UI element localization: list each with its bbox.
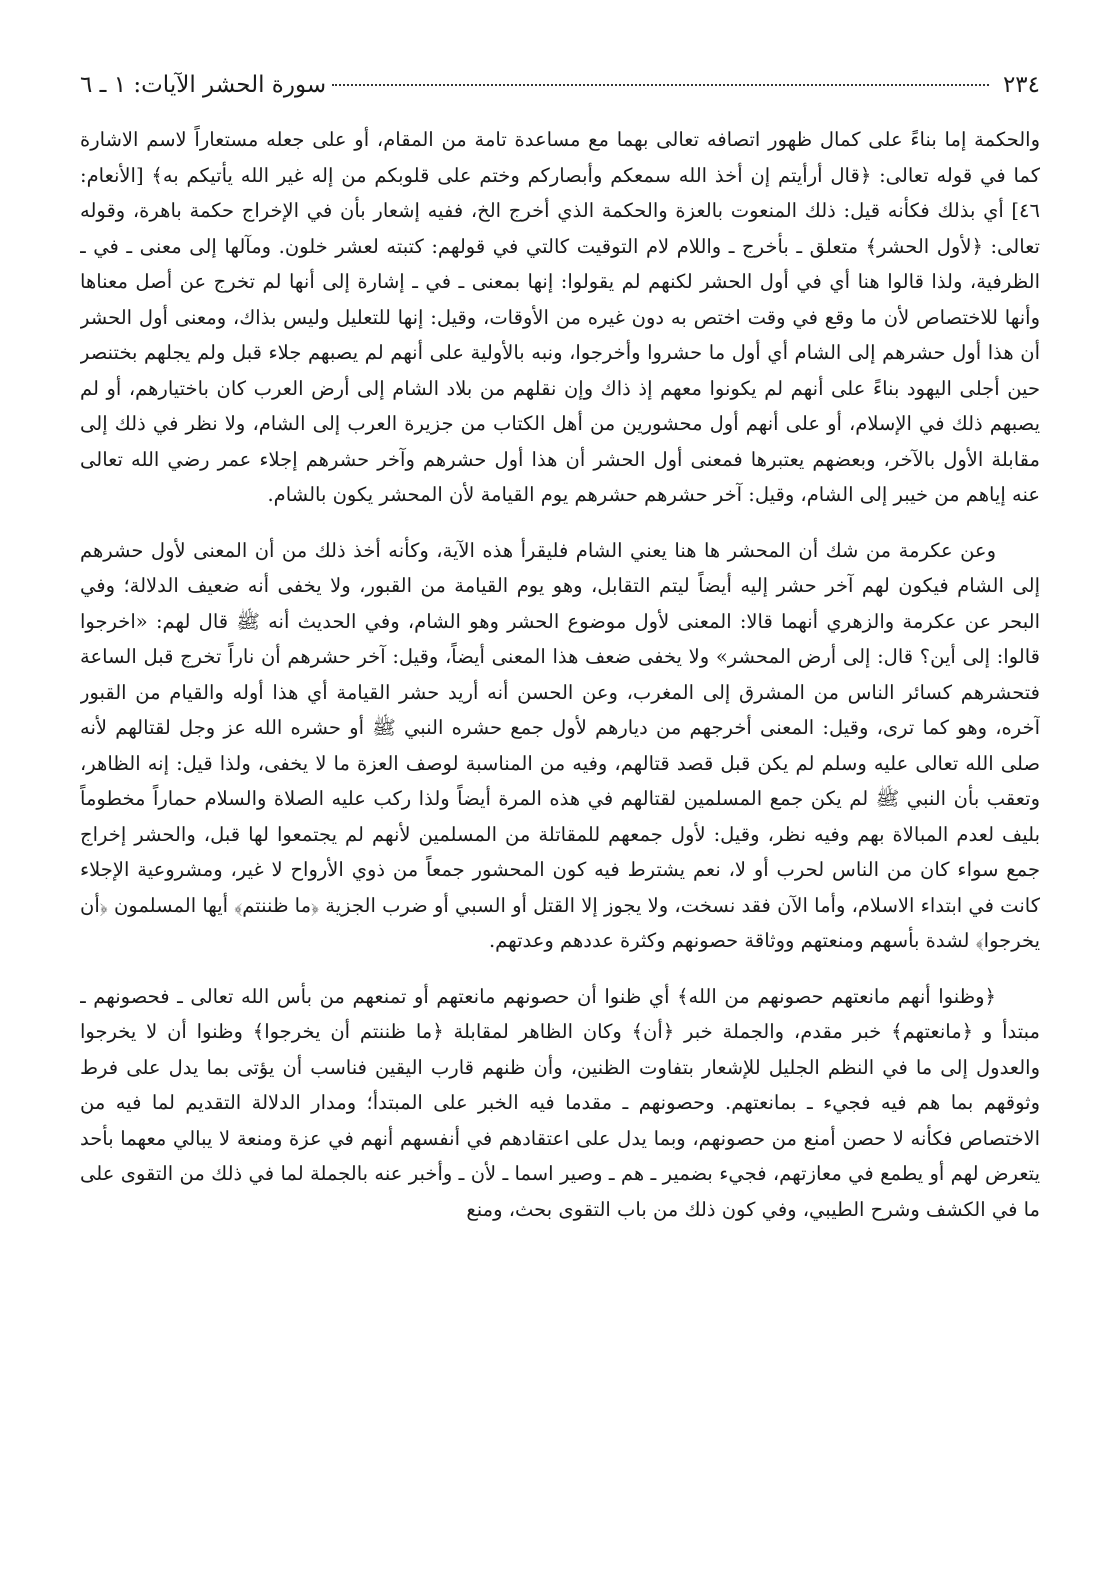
- header-dot-leader: [332, 84, 989, 86]
- body-text: [80, 122, 1040, 1227]
- running-header: [80, 72, 1040, 110]
- page: [80, 72, 1040, 1552]
- paragraph: والحكمة إما بناءً على كمال ظهور اتصافه تعالى بهما مع مساعدة تامة من المقام، أو على جعله مستعاراً لاسم الاشارة كما في قوله تعالى: ﴿قال أرأيتم إن أخذ الله سمعكم وأبصاركم وختم على قلوبكم من إله غير الله يأتيكم به﴾ [الأنعام: ٤٦] أي بذلك فكأنه قيل: ذلك المنعوت بالعزة والحكمة الذي أخرج الخ، ففيه إشعار بأن في الإخراج حكمة باهرة، وقوله تعالى: ﴿لأول الحشر﴾ متعلق ـ بأخرج ـ واللام لام التوقيت كالتي في قولهم: كتبته لعشر خلون. ومآلها إلى معنى ـ في ـ الظرفية، ولذا قالوا هنا أي في أول الحشر لكنهم لم يقولوا: إنها بمعنى ـ في ـ إشارة إلى أنها لم تخرج عن أصل معناها وأنها للاختصاص لأن ما وقع في وقت اختص به دون غيره من الأوقات، وقيل: إنها للتعليل وليس بذاك، ومعنى أول الحشر أن هذا أول حشرهم إلى الشام أي أول ما حشروا وأخرجوا، ونبه بالأولية على أنهم لم يصبهم جلاء قبل ولم يجلهم بختنصر حين أجلى اليهود بناءً على أنهم لم يكونوا معهم إذ ذاك وإن نقلهم من بلاد الشام إلى أرض العرب كان باختيارهم، أو لم يصبهم ذلك في الإسلام، أو على أنهم أول محشورين من أهل الكتاب من جزيرة العرب إلى الشام، ولا نظر في ذلك إلى مقابلة الأول بالآخر، وبعضهم يعتبرها فمعنى أول الحشر أن هذا أول حشرهم وآخر حشرهم إجلاء عمر رضي الله تعالى عنه إياهم من خيبر إلى الشام، وقيل: آخر حشرهم حشرهم يوم القيامة لأن المحشر يكون بالشام.: [80, 128, 1040, 506]
- page-number: ٢٣٤: [1002, 72, 1040, 98]
- paragraph: ﴿وظنوا أنهم مانعتهم حصونهم من الله﴾ أي ظنوا أن حصونهم مانعتهم أو تمنعهم من بأس الله تعالى ـ فحصونهم ـ مبتدأ و ﴿مانعتهم﴾ خبر مقدم، والجملة خبر ﴿أن﴾ وكان الظاهر لمقابلة ﴿ما ظننتم أن يخرجوا﴾ وظنوا أن لا يخرجوا والعدول إلى ما في النظم الجليل للإشعار بتفاوت الظنين، وأن ظنهم قارب اليقين فناسب أن يؤتى بما يدل على فرط وثوقهم بما هم فيه فجيء ـ بمانعتهم. وحصونهم ـ مقدما فيه الخبر على المبتدأ؛ ومدار الدلالة التقديم لما فيه من الاختصاص فكأنه لا حصن أمنع من حصونهم، وبما يدل على اعتقادهم في أنفسهم أنهم في عزة ومنعة لا يبالي معهما بأحد يتعرض لهم أو يطمع في معازتهم، فجيء بضمير ـ هم ـ وصير اسما ـ لأن ـ وأخبر عنه بالجملة لما في ذلك من التقوى على ما في الكشف وشرح الطيبي، وفي كون ذلك من باب التقوى بحث، ومنع: [80, 984, 1040, 1221]
- header-title: سورة الحشر الآيات: ١ ـ ٦: [80, 72, 327, 98]
- paragraph: وعن عكرمة من شك أن المحشر ها هنا يعني الشام فليقرأ هذه الآية، وكأنه أخذ ذلك من أن المعنى لأول حشرهم إلى الشام فيكون لهم آخر حشر إليه أيضاً ليتم التقابل، وهو يوم القيامة من القبور، ولا يخفى أنه ضعيف الدلالة؛ وفي البحر عن عكرمة والزهري أنهما قالا: المعنى لأول موضوع الحشر وهو الشام، وفي الحديث أنه ﷺ قال لهم: «اخرجوا قالوا: إلى أين؟ قال: إلى أرض المحشر» ولا يخفى ضعف هذا المعنى أيضاً، وقيل: آخر حشرهم أن ناراً تخرج قبل الساعة فتحشرهم كسائر الناس من المشرق إلى المغرب، وعن الحسن أنه أريد حشر القيامة أي هذا أوله والقيام من القبور آخره، وهو كما ترى، وقيل: المعنى أخرجهم من ديارهم لأول جمع حشره النبي ﷺ أو حشره الله عز وجل لقتالهم لأنه صلى الله تعالى عليه وسلم لم يكن قبل قصد قتالهم، وفيه من المناسبة لوصف العزة ما لا يخفى، ولذا قيل: إنه الظاهر، وتعقب بأن النبي ﷺ لم يكن جمع المسلمين لقتالهم في هذه المرة أيضاً ولذا ركب عليه الصلاة والسلام حماراً مخطوماً بليف لعدم المبالاة بهم وفيه نظر، وقيل: لأول جمعهم للمقاتلة من المسلمين لأنهم لم يجتمعوا لها قبل، والحشر إخراج جمع سواء كان من الناس لحرب أو لا، نعم يشترط فيه كون المحشور جمعاً من ذوي الأرواح لا غير، ومشروعية الإجلاء كانت في ابتداء الاسلام، وأما الآن فقد نسخت، ولا يجوز إلا القتل أو السبي أو ضرب الجزية ﴿ما ظننتم﴾ أيها المسلمون ﴿أن يخرجوا﴾ لشدة بأسهم ومنعتهم ووثاقة حصونهم وكثرة عددهم وعدتهم.: [80, 538, 1040, 952]
